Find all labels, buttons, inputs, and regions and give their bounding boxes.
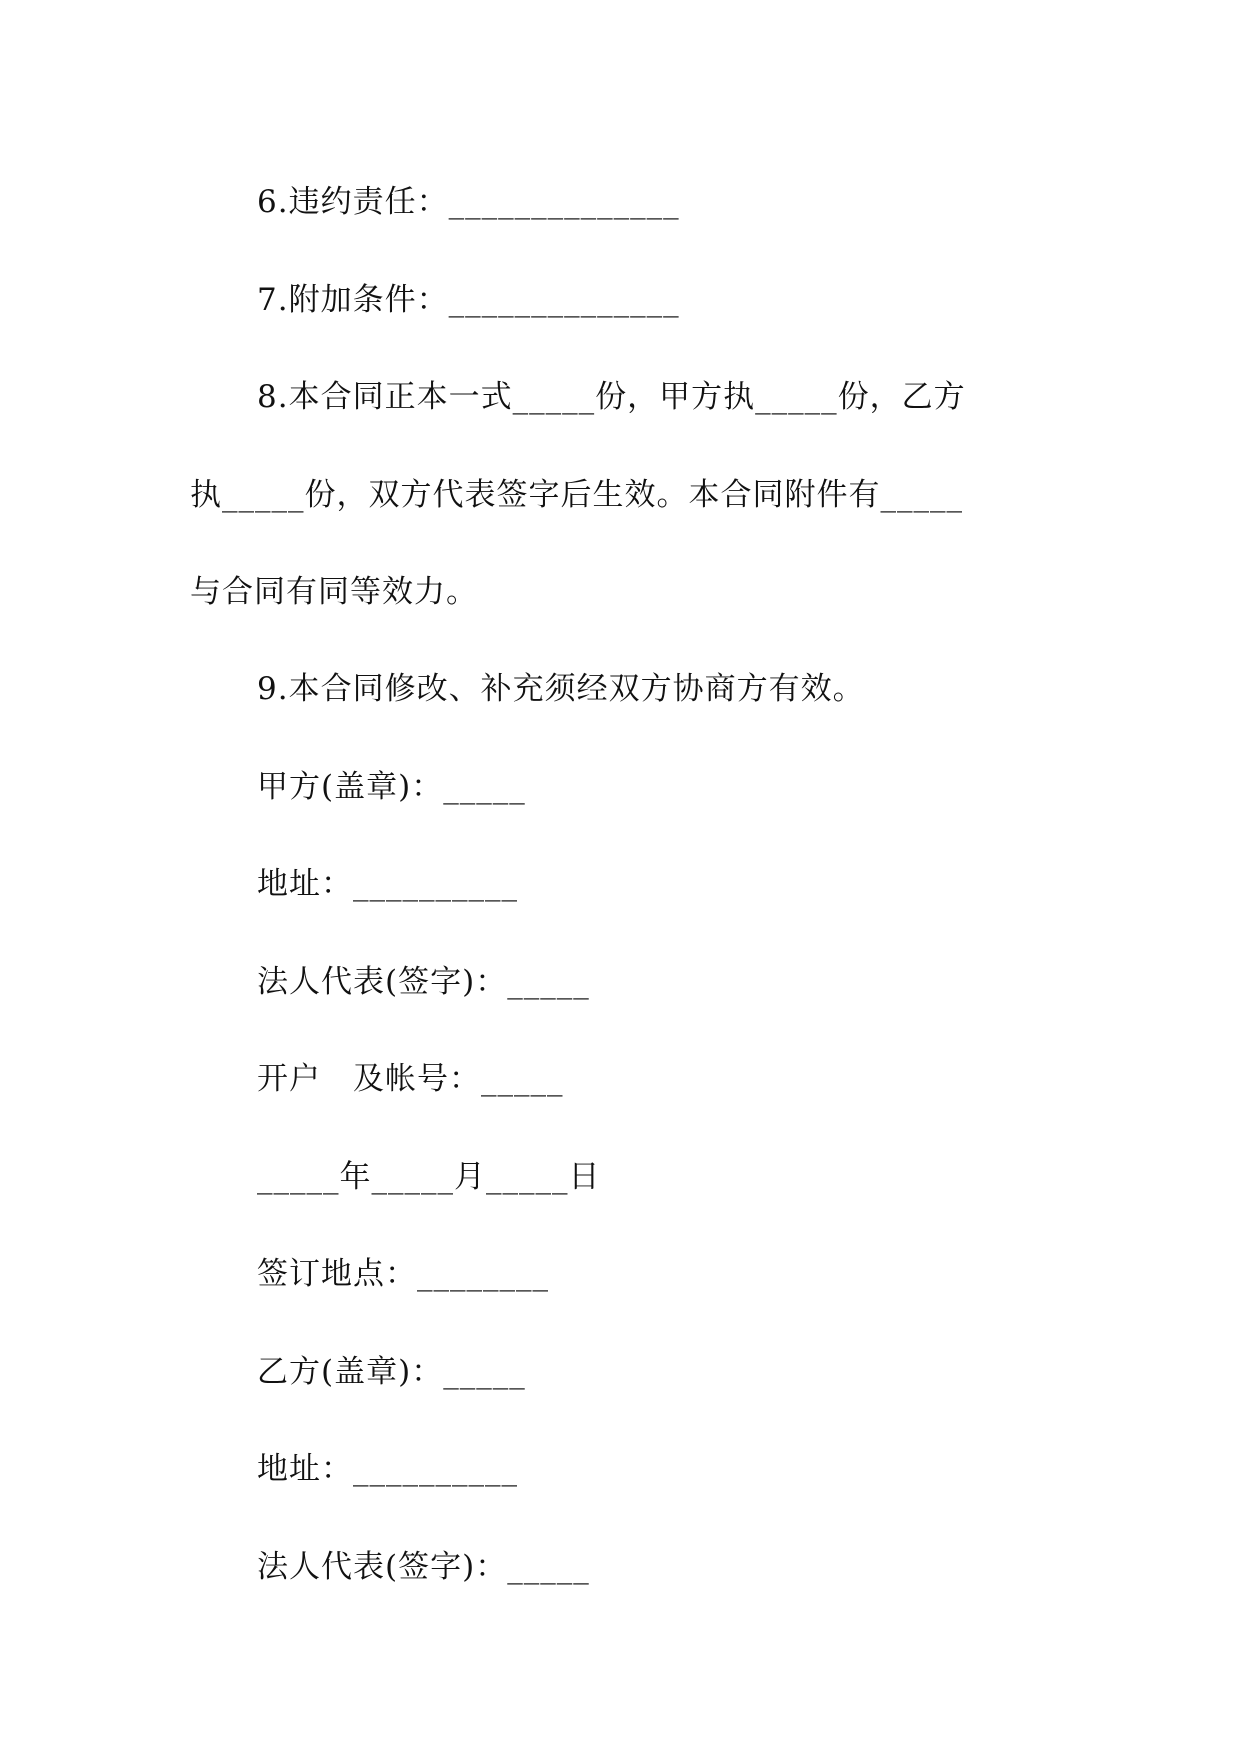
clause-8-line-3: 与合同有同等效力。: [190, 574, 478, 610]
clause-8-line-2: 执_____份，双方代表签字后生效。本合同附件有_____: [190, 477, 963, 513]
clause-9: 9.本合同修改、补充须经双方协商方有效。: [257, 671, 865, 707]
party-a-legal-rep: 法人代表(签字)：_____: [257, 964, 590, 1000]
party-a-bank-account: 开户 及帐号：_____: [257, 1061, 564, 1097]
party-a-seal: 甲方(盖章)：_____: [257, 769, 526, 805]
clause-7-additional-terms: 7.附加条件：______________: [257, 282, 680, 318]
clause-8-line-1: 8.本合同正本一式_____份，甲方执_____份，乙方: [257, 379, 966, 415]
party-b-address: 地址：__________: [257, 1451, 518, 1487]
party-a-address: 地址：__________: [257, 866, 518, 902]
party-b-legal-rep: 法人代表(签字)：_____: [257, 1549, 590, 1585]
clause-6-breach-liability: 6.违约责任：______________: [257, 184, 680, 220]
signing-place: 签订地点：________: [257, 1256, 549, 1292]
party-b-seal: 乙方(盖章)：_____: [257, 1354, 526, 1390]
signing-date: _____年_____月_____日: [257, 1159, 601, 1195]
